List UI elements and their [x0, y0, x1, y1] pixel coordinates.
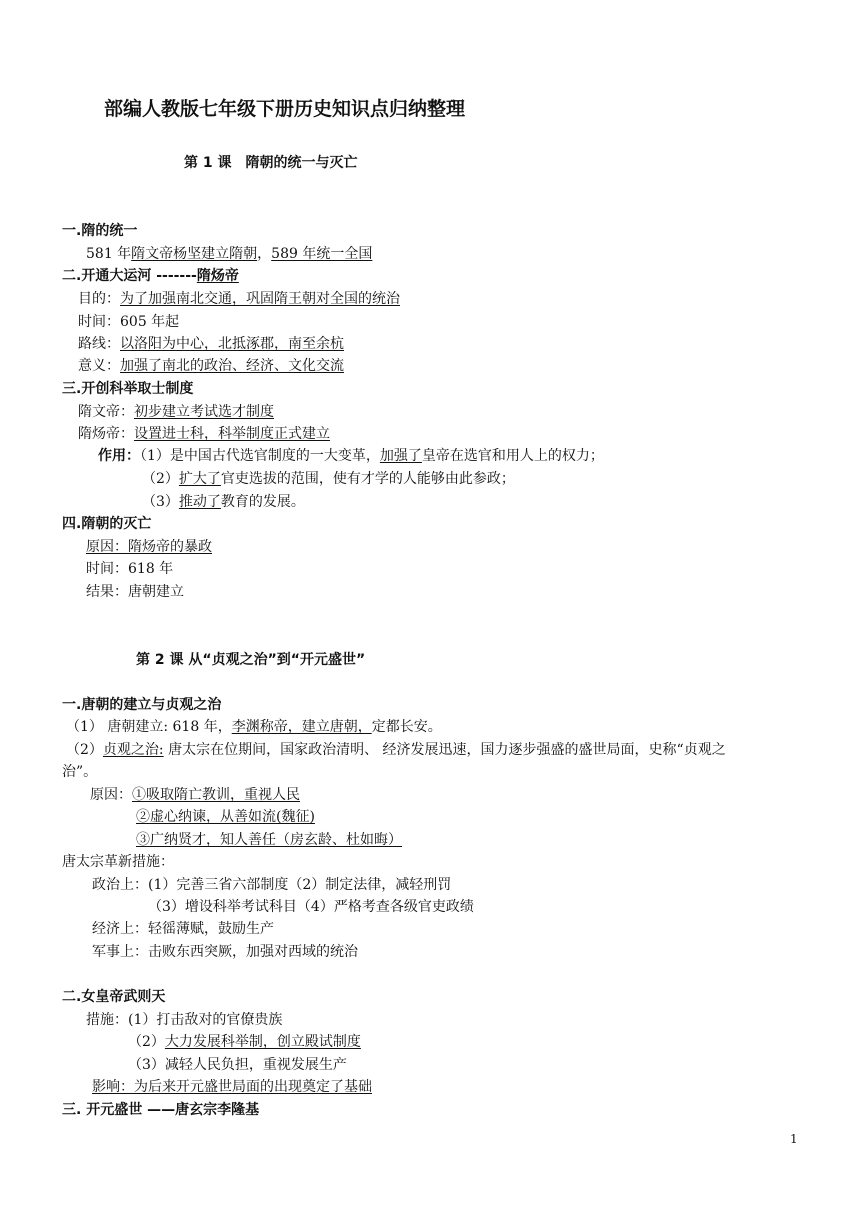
text-line: （3）推动了教育的发展。: [142, 494, 305, 510]
text-line: 结果：唐朝建立: [86, 584, 184, 600]
text-line: 唐太宗革新措施：: [62, 854, 174, 870]
text-line: 隋文帝：初步建立考试选才制度: [78, 404, 274, 420]
text-line: （2）扩大了官吏选拔的范围，使有才学的人能够由此参政；: [142, 471, 515, 487]
section-heading: 四.隋朝的灭亡: [62, 516, 152, 532]
text-line: 目的：为了加强南北交通，巩固隋王朝对全国的统治: [78, 291, 400, 307]
text-line: 时间：618 年: [86, 561, 174, 577]
lesson-1-heading: 第 1 课 隋朝的统一与灭亡: [184, 155, 358, 171]
text-line: （1） 唐朝建立: 618 年，李渊称帝，建立唐朝，定都长安。: [66, 719, 442, 735]
text-line: 军事上：击败东西突厥，加强对西域的统治: [92, 944, 358, 960]
text-line: 原因：①吸取隋亡教训，重视人民: [90, 787, 300, 803]
text-line: 581 年隋文帝杨坚建立隋朝，589 年统一全国: [86, 246, 373, 262]
text-line: 措施：(1）打击敌对的官僚贵族: [86, 1012, 283, 1028]
section-heading: 一.隋的统一: [62, 223, 138, 239]
text-line: 影响：为后来开元盛世局面的出现奠定了基础: [92, 1079, 372, 1095]
section-heading: 三.开创科举取士制度: [62, 381, 194, 397]
section-heading: 二.开通大运河 -------隋炀帝: [62, 268, 239, 284]
text-line: （3）增设科举考试科目（4）严格考查各级官吏政绩: [148, 899, 474, 915]
text-line: 治”。: [62, 764, 98, 780]
lesson-2-heading: 第 2 课 从“贞观之治”到“开元盛世”: [136, 652, 366, 668]
text-line: 隋炀帝：设置进士科，科举制度正式建立: [78, 426, 330, 442]
section-heading: 二.女皇帝武则天: [62, 989, 166, 1005]
text-line: 时间：605 年起: [78, 314, 180, 330]
text-line: （2）大力发展科举制，创立殿试制度: [128, 1034, 361, 1050]
section-heading: 三. 开元盛世 ——唐玄宗李隆基: [62, 1102, 260, 1118]
text-line: （2）贞观之治: 唐太宗在位期间，国家政治清明、 经济发展迅速，国力逐步强盛的盛世局面，史称“贞观之: [66, 742, 726, 758]
text-line: 路线：以洛阳为中心，北抵涿郡，南至余杭: [78, 336, 344, 352]
document-title: 部编人教版七年级下册历史知识点归纳整理: [104, 98, 466, 120]
text-line: 原因：隋炀帝的暴政: [86, 539, 212, 555]
text-line: 作用：（1）是中国古代选官制度的一大变革，加强了皇帝在选官和用人上的权力；: [98, 448, 604, 464]
text-line: ②虚心纳谏，从善如流(魏征): [136, 809, 315, 825]
text-line: ③广纳贤才，知人善任（房玄龄、杜如晦）: [136, 832, 402, 848]
text-line: （3）减轻人民负担，重视发展生产: [128, 1057, 347, 1073]
text-line: 政治上：(1）完善三省六部制度（2）制定法律，减轻刑罚: [92, 877, 452, 893]
text-line: 意义：加强了南北的政治、经济、文化交流: [78, 358, 344, 374]
text-line: 经济上：轻徭薄赋，鼓励生产: [92, 921, 274, 937]
section-heading: 一.唐朝的建立与贞观之治: [62, 697, 222, 713]
page-number: 1: [790, 1132, 798, 1146]
